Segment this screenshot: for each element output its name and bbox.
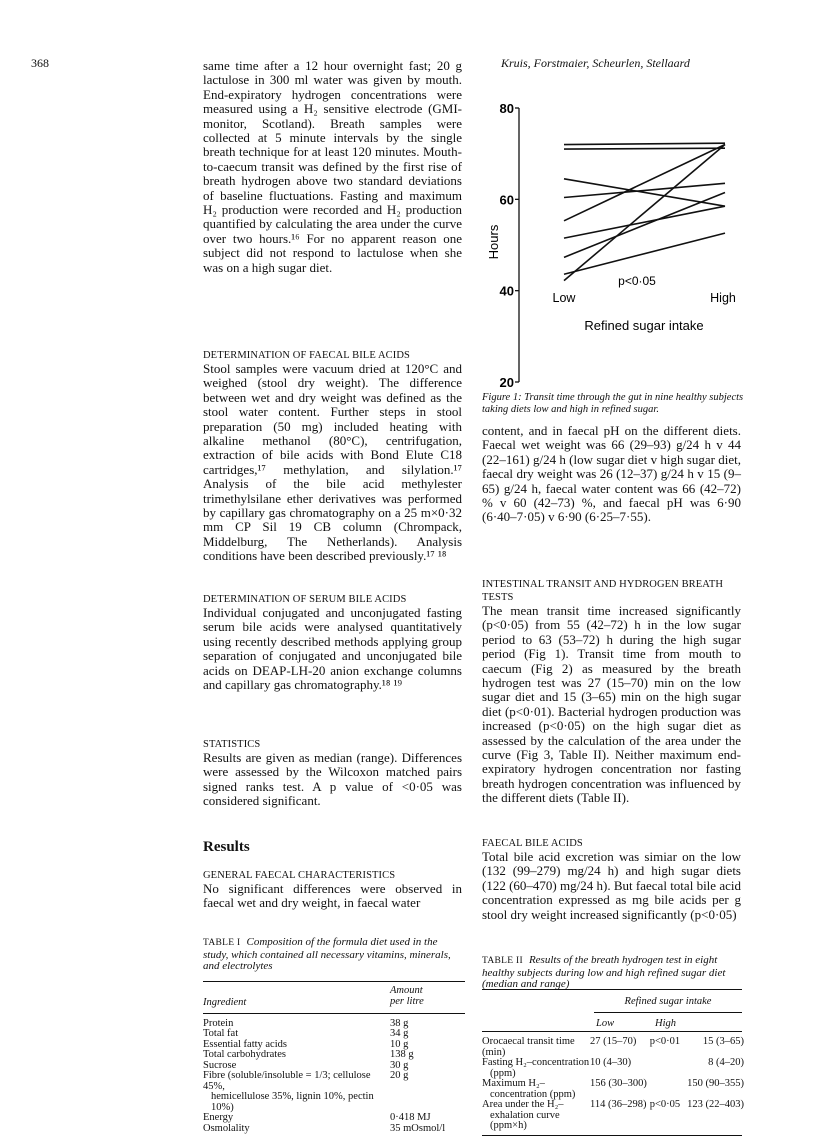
table1-amount: 10 g: [390, 1038, 409, 1050]
table2-p-value: [650, 1079, 687, 1100]
table2-p-value: p<0·01: [649, 1036, 681, 1047]
table1-amount: 30 g: [390, 1059, 409, 1071]
general-faecal-paragraph: No significant differences were observed in faecal wet and dry weight, in faecal water: [203, 881, 462, 911]
faecal-characteristics-paragraph: content, and in faecal pH on the different diets. Faecal wet weight was 66 (29–93) g/24 h v 44 (22–161) g/24 h (low sugar diet v high sugar diet, faecal dry weight was 26 (12–37) g/24 h v 15 (9–65) g/24 h, faecal water content was 66 (42–72) % v 60 (42–73) %, and faecal pH was 6·90 (6·40–7·05) v 6·90 (6·25–7·55).: [482, 423, 741, 525]
table1-row: [203, 1050, 465, 1061]
y-axis-label: Hours: [486, 224, 501, 260]
figure1-caption: Figure 1: Transit time through the gut in nine healthy subjects taking diets low and high in refined sugar.: [482, 392, 744, 415]
table1-ingredient-cont: hemicellulose 35%, lignin 10%, pectin 10%): [211, 1091, 374, 1113]
table2-measure-cont: (ppm): [490, 1067, 516, 1079]
faecal-bile-acids-paragraph: Stool samples were vacuum dried at 120°C and weighed (stool dry weight). The difference between wet and dry weight was defined as the stool water content. Further steps in stool preparation (50 mg) included heating with alkaline methanol (80°C), centrifugation, extraction of bile acids with Bond Elute C18 cartridges,¹⁷ methylation, and silylation.¹⁷ Analysis of the bile acid methylester trimethylsilane ether derivatives was performed by capillary gas chromatography on a 25 m×0·32 mm CP Sil 19 CB column (Chrompack, Middelburg, The Netherlands). Analysis conditions have been described previously.¹⁷ ¹⁸: [203, 361, 462, 564]
y-tick-label: 20: [499, 375, 514, 390]
table2-low-value: 114 (36–298): [590, 1099, 647, 1110]
subject-line: [564, 183, 725, 197]
table2-high-value: 15 (3–65): [702, 1036, 744, 1047]
table2-label: TABLE II: [482, 956, 523, 966]
faecal-bile-acids-results-paragraph: Total bile acid excretion was simiar on the low (132 (99–279) mg/24 h) and high sugar diets (122 (60–470) mg/24 h). But faecal total bile acid concentration expressed as mg bile acids per g stool dry weight increased significantly (p<0·05): [482, 849, 741, 922]
table2-p-value: p<0·05: [649, 1099, 681, 1110]
table1-amount: 138 g: [390, 1049, 414, 1060]
table1-amount: 34 g: [390, 1028, 409, 1039]
table1-row: [203, 1071, 465, 1113]
table2-measure: Orocaecal transit time (min): [482, 1036, 575, 1058]
table2-measure: Area under the H₂–: [482, 1099, 564, 1110]
table1-ingredient: Fibre (soluble/insoluble = 1/3; cellulose 45%,: [203, 1070, 371, 1092]
statistics-paragraph: Results are given as median (range). Differences were assessed by the Wilcoxon matched pairs signed ranks test. A p value of <0·05 was considered significant.: [203, 750, 462, 809]
table1-ingredient: Total fat: [203, 1028, 239, 1039]
table1-row: [203, 1029, 465, 1040]
x-category-low: Low: [552, 291, 576, 305]
section-heading-faecal-bile-acids: DETERMINATION OF FAECAL BILE ACIDS: [203, 350, 410, 361]
table1-amount: 38 g: [390, 1017, 409, 1029]
table1-row: [203, 1019, 465, 1030]
table2-low-value: 10 (4–30): [590, 1057, 632, 1068]
table2-high-value: 123 (22–403): [687, 1099, 744, 1110]
section-heading-serum-bile-acids: DETERMINATION OF SERUM BILE ACIDS: [203, 594, 407, 605]
subject-line: [564, 233, 725, 274]
table1-col-amount: Amount: [390, 985, 423, 996]
section-heading-intestinal-transit: INTESTINAL TRANSIT AND HYDROGEN BREATH TESTS: [482, 579, 724, 603]
y-tick-label: 40: [499, 283, 514, 299]
table1-caption: TABLE I Composition of the formula diet used in the study, which contained all necessary vitamins, minerals, and electrolytes: [203, 936, 451, 972]
table1-ingredient: Sucrose: [203, 1059, 237, 1071]
table1-row: [203, 1124, 465, 1135]
table1-amount: 35 mOsmol/l: [390, 1122, 446, 1134]
table1-ingredient: Total carbohydrates: [203, 1049, 286, 1060]
table1-amount: 0·418 MJ: [390, 1112, 431, 1123]
table2-row: [482, 1079, 744, 1100]
table1: Ingredient Amount per litre Protein 38 g Total fat 34 g Essential fatty acids 10 g Total carbohydrates 138 g Sucrose 30 g Fibre (soluble/insoluble = 1/3; cellulose 45%, hemicellulose 35%, lignin 10%, pectin 10%) 20 g Energy 0·418 MJ Osmolality 35 mOsmol/l: [203, 981, 465, 1134]
table2-high-value: 150 (90–355): [687, 1078, 744, 1089]
x-category-high: High: [710, 291, 736, 305]
table2-row: [482, 1037, 744, 1058]
running-head: Kruis, Forstmaier, Scheurlen, Stellaard: [501, 56, 690, 70]
y-tick-label: 80: [499, 101, 514, 116]
table2-p-value: [650, 1058, 687, 1079]
table2-measure-cont: concentration (ppm): [490, 1088, 576, 1100]
p-value-annotation: p<0·05: [618, 274, 656, 288]
page-number: 368: [31, 56, 49, 70]
table2-group-header: Refined sugar intake: [624, 996, 712, 1007]
methods-paragraph: same time after a 12 hour overnight fast; 20 g lactulose in 300 ml water was given by mouth. End-expiratory hydrogen concentrations were measured using a H₂ sensitive electrode (GMI-monitor, Scotland). Breath samples were collected at 5 minute intervals by the single breath technique for at least 120 minutes. Mouth-to-caecum transit was defined by the first rise of breath hydrogen above two standard deviations of baseline fluctuations. Fasting and maximum H₂ production were recorded and H₂ production quantified by calculating the area under the curve over two hours.¹⁶ For no apparent reason one subject did not respond to lactulose when she was on a high sugar diet.: [203, 58, 462, 275]
table2-measure-cont: exhalation curve (ppm×h): [490, 1109, 560, 1131]
table1-ingredient: Osmolality: [203, 1122, 250, 1134]
table2-low-value: 27 (15–70): [590, 1036, 637, 1047]
section-heading-general-faecal: GENERAL FAECAL CHARACTERISTICS: [203, 870, 396, 881]
table2-row: [482, 1058, 744, 1079]
x-axis-label: Refined sugar intake: [584, 318, 704, 333]
figure1-chart: [470, 60, 770, 390]
subject-line: [564, 206, 725, 238]
subject-line: [564, 145, 725, 281]
table2-measure: Maximum H₂–: [482, 1078, 545, 1089]
table2: [482, 989, 742, 1136]
table2-caption: TABLE II Results of the breath hydrogen test in eight healthy subjects during low and high refined sugar diet (median and range): [482, 954, 726, 990]
table2-high-value: 8 (4–20): [708, 1057, 744, 1068]
intestinal-transit-paragraph: The mean transit time increased significantly (p<0·05) from 55 (42–72) h in the low sugar period to 63 (53–72) h during the high sugar period (Fig 1). Transit time from mouth to caecum (Fig 2) as measured by the breath hydrogen test was 27 (15–70) min on the low sugar diet and 15 (3–65) min on the high sugar diet (p<0·01). Bacterial hydrogen production was increased (p<0·05) on the high sugar diet as assessed by the calculation of the area under the curve (Fig 3, Table II). Neither maximum end-expiratory hydrogen concentration nor fasting breath hydrogen concentration was influenced by the different diets (Table II).: [482, 603, 741, 806]
subject-line: [564, 143, 725, 144]
subject-line: [564, 192, 725, 257]
table1-amount: 20 g: [390, 1070, 409, 1081]
table2-low-value: 156 (30–300): [590, 1078, 647, 1089]
results-heading: Results: [203, 839, 250, 855]
table2-row: [482, 1100, 744, 1132]
table2-col-high: High: [655, 1018, 676, 1029]
subject-line: [564, 148, 725, 149]
table2-measure: Fasting H₂–concentration: [482, 1057, 590, 1068]
serum-bile-acids-paragraph: Individual conjugated and unconjugated fasting serum bile acids were analysed quantitatively using recently described methods applying group separation of conjugated and unconjugated bile acids on DEAP-LH-20 anion exchange columns and capillary gas chromatography.¹⁸ ¹⁹: [203, 605, 462, 693]
table1-ingredient: Protein: [203, 1017, 234, 1029]
y-tick-label: 60: [499, 192, 514, 208]
table1-ingredient: Essential fatty acids: [203, 1038, 287, 1050]
table1-label: TABLE I: [203, 938, 241, 948]
section-heading-faecal-bile-acids-results: FAECAL BILE ACIDS: [482, 838, 583, 849]
table1-ingredient: Energy: [203, 1112, 234, 1123]
table2-col-low: Low: [596, 1018, 615, 1029]
section-heading-statistics: STATISTICS: [203, 739, 261, 750]
table1-col-ingredient: Ingredient: [203, 997, 247, 1008]
table1-row: [203, 1113, 465, 1124]
